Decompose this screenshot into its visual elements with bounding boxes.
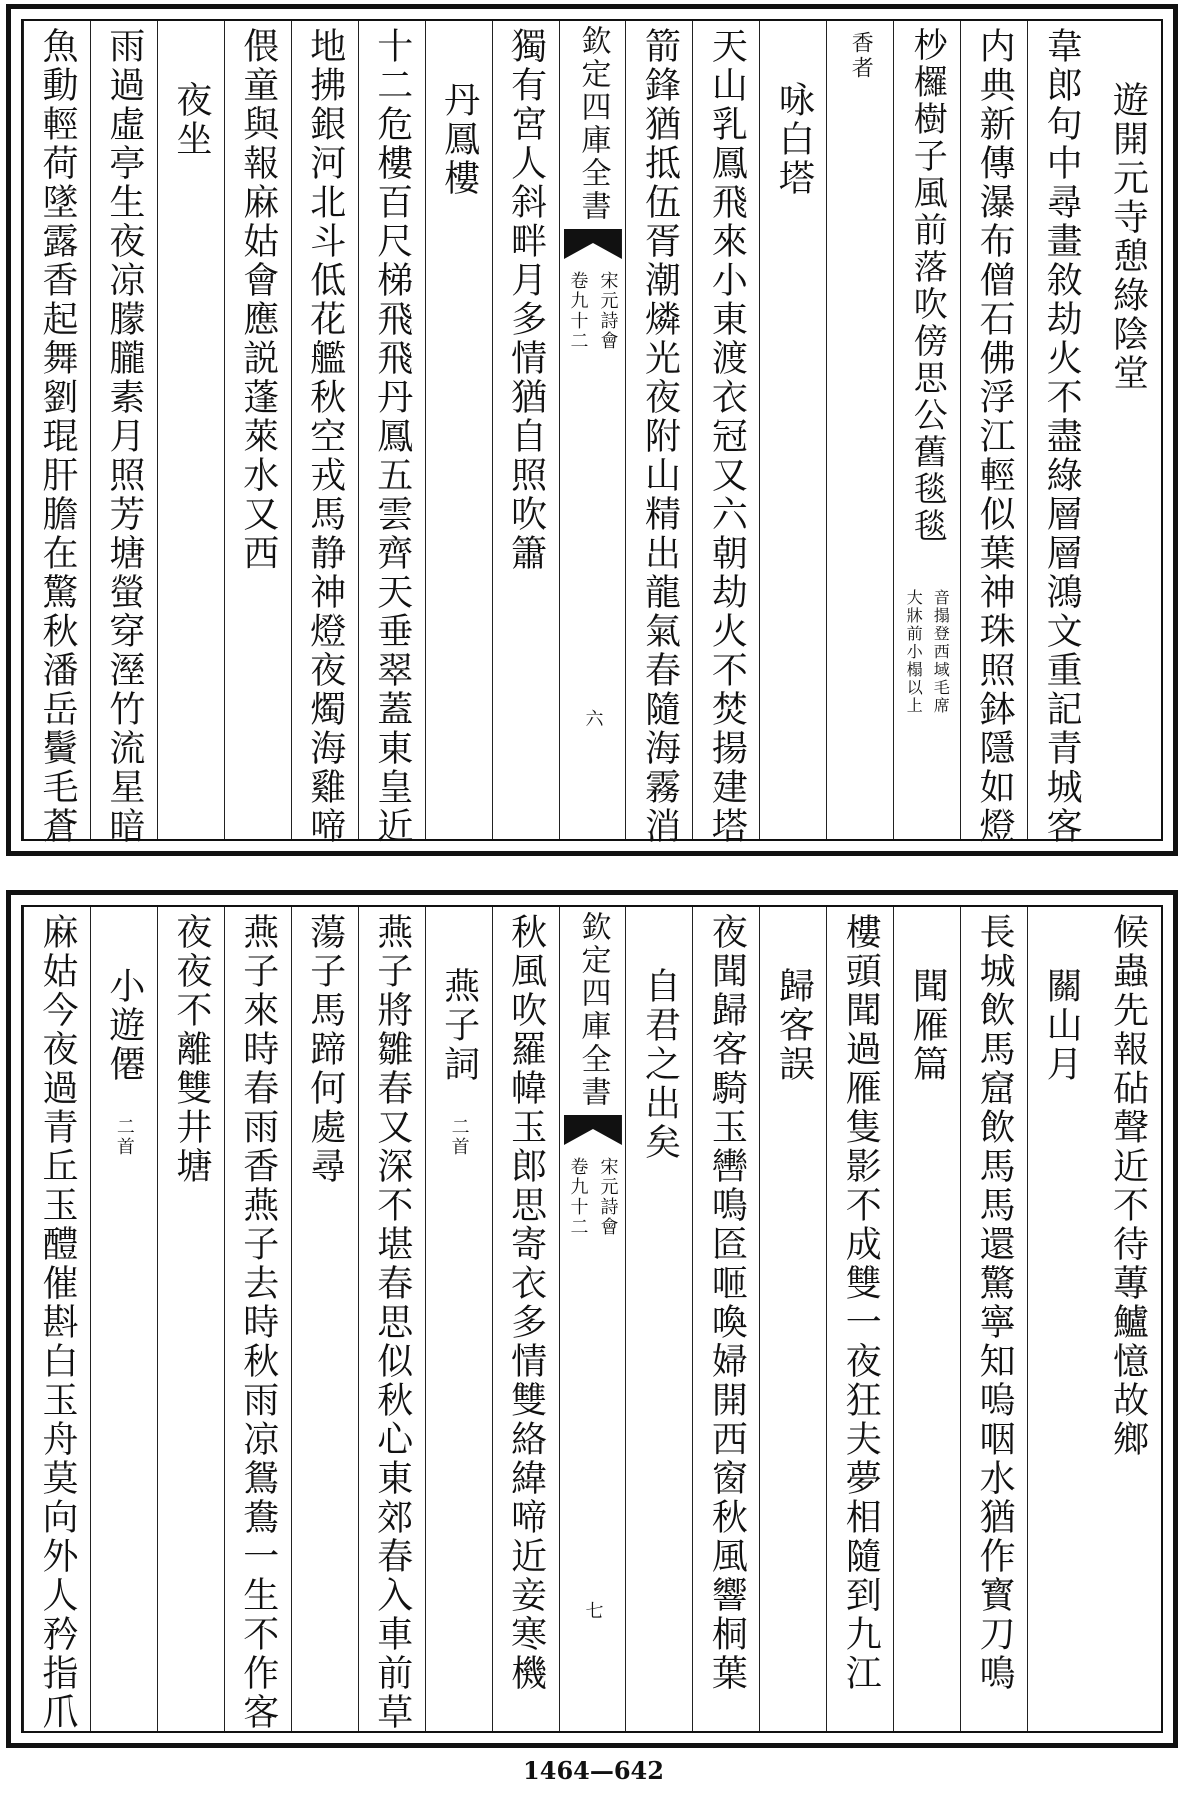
text-column [492,907,559,1731]
poem-title: 歸客誤 [773,967,815,1084]
note-line: 音搨登西域毛席 [931,589,951,715]
poem-title-column [759,21,826,839]
bottom-page [6,890,1178,1748]
poem-line: 韋郎句中尋畫敘劫火不盡綠層層鴻文重記青城客 [1041,27,1083,846]
text-column [90,21,157,846]
poem-line: 蕩子馬蹄何處尋 [304,913,346,1186]
top-page-frame [21,19,1163,846]
text-column [291,21,358,846]
poem-line: 秋風吹羅幃玉郎思寄衣多情雙絡緯啼近妾寒機 [505,913,547,1693]
poem-line: 十二危樓百尺梯飛飛丹鳳五雲齊天垂翠蓋東皇近 [371,27,413,846]
poem-line: 偎童與報麻姑會應説蓬萊水又西 [237,27,279,573]
fish-tail-mark-icon [564,1115,622,1145]
text-column [358,21,425,846]
poem-line: 魚動輕荷墜露香起舞劉琨肝膽在驚秋潘岳鬢毛蒼 [36,27,78,846]
poem-count-note: 二首 [113,1117,135,1157]
interlinear-note [902,589,952,715]
center-margin-column [559,21,626,839]
text-column [224,21,291,839]
poem-line: 獨有宮人斜畔月多情猶自照吹簫 [505,27,547,573]
poem-title-column [893,907,960,1731]
leaf-number: 七 [582,1601,604,1621]
poem-line: 候蟲先報砧聲近不待蓴鱸憶故鄉 [1107,913,1149,1459]
text-column [23,21,90,846]
poem-title: 關山月 [1041,967,1083,1084]
poem-line: 樓頭聞過雁隻影不成雙一夜狂夫夢相隨到九江 [840,913,882,1693]
volume-number: 卷九十二 [567,271,589,351]
poem-title-column [425,21,492,839]
poem-line: 燕子將雛春又深不堪春思似秋心東郊春入車前草 [371,913,413,1732]
poem-line: 雨過虛亭生夜凉朦朧素月照芳塘螢穿溼竹流星暗 [103,27,145,846]
poem-line: 地拂銀河北斗低花艦秋空戎馬静神燈夜燭海雞啼 [304,27,346,846]
text-column [692,21,759,846]
poem-title: 遊開元寺憩綠陰堂 [1107,81,1149,393]
poem-title-column [425,907,492,1731]
poem-title-column [1094,21,1161,839]
poem-title: 小遊僊 [103,967,145,1084]
library-header: 欽定四庫全書 [575,911,611,1109]
text-column [625,21,692,846]
poem-line: 夜聞歸客騎玉轡鳴匼咂喚婦開西窗秋風響桐葉 [706,913,748,1693]
poem-title: 自君之出矣 [639,967,681,1162]
poem-line: 燕子來時春雨香燕子去時秋雨凉鴛鴦一生不作客 [237,913,279,1732]
poem-line: 杪欏樹子風前落吹傍思公舊毯毯 [907,27,948,545]
poem-line: 箭鋒猶抵伍胥潮燐光夜附山精出龍氣春隨海霧消 [639,27,681,846]
top-page [6,4,1178,856]
poem-title-column [1027,907,1094,1731]
poem-title: 夜坐 [170,81,212,159]
poem-line: 天山乳鳳飛來小東渡衣冠又六朝劫火不焚揚建塔 [706,27,748,846]
text-column [960,21,1027,846]
poem-title: 丹鳳樓 [438,81,480,198]
poem-count-note: 二首 [448,1117,470,1157]
poem-title-column [625,907,692,1731]
bottom-page-frame [21,905,1163,1733]
library-header: 欽定四庫全書 [575,25,611,223]
leaf-number: 六 [582,709,604,729]
poem-line: 香者 [848,31,874,81]
text-column [358,907,425,1731]
poem-title-column [157,21,224,839]
note-line: 大牀前小榻以上 [904,589,924,715]
volume-number: 卷九十二 [567,1157,589,1237]
book-title: 宋元詩會 [597,271,619,351]
text-column [492,21,559,839]
poem-title: 咏白塔 [773,81,815,198]
text-column [291,907,358,1731]
poem-title-column [90,907,157,1731]
text-column [826,21,893,839]
text-column [1094,907,1161,1731]
text-column [692,907,759,1731]
text-column [224,907,291,1731]
fish-tail-mark-icon [564,229,622,259]
center-margin-column [559,907,626,1731]
text-column [23,907,90,1731]
poem-title: 聞雁篇 [907,967,949,1084]
text-column [826,907,893,1731]
poem-line: 長城飲馬窟飲馬馬還驚寧知嗚咽水猶作寳刀鳴 [974,913,1016,1693]
poem-title-column [759,907,826,1731]
text-column [157,907,224,1731]
text-column [960,907,1027,1731]
poem-line: 内典新傳瀑布僧石佛浮江輕似葉神珠照鉢隱如燈 [974,27,1016,846]
book-title: 宋元詩會 [597,1157,619,1237]
text-column [1027,21,1094,846]
text-column [893,21,960,839]
poem-title: 燕子詞 [438,967,480,1084]
page-number: 1464—642 [523,1756,664,1785]
poem-line: 夜夜不離雙井塘 [170,913,212,1186]
poem-line: 麻姑今夜過青丘玉醴催斟白玉舟莫向外人矜指爪 [36,913,78,1732]
